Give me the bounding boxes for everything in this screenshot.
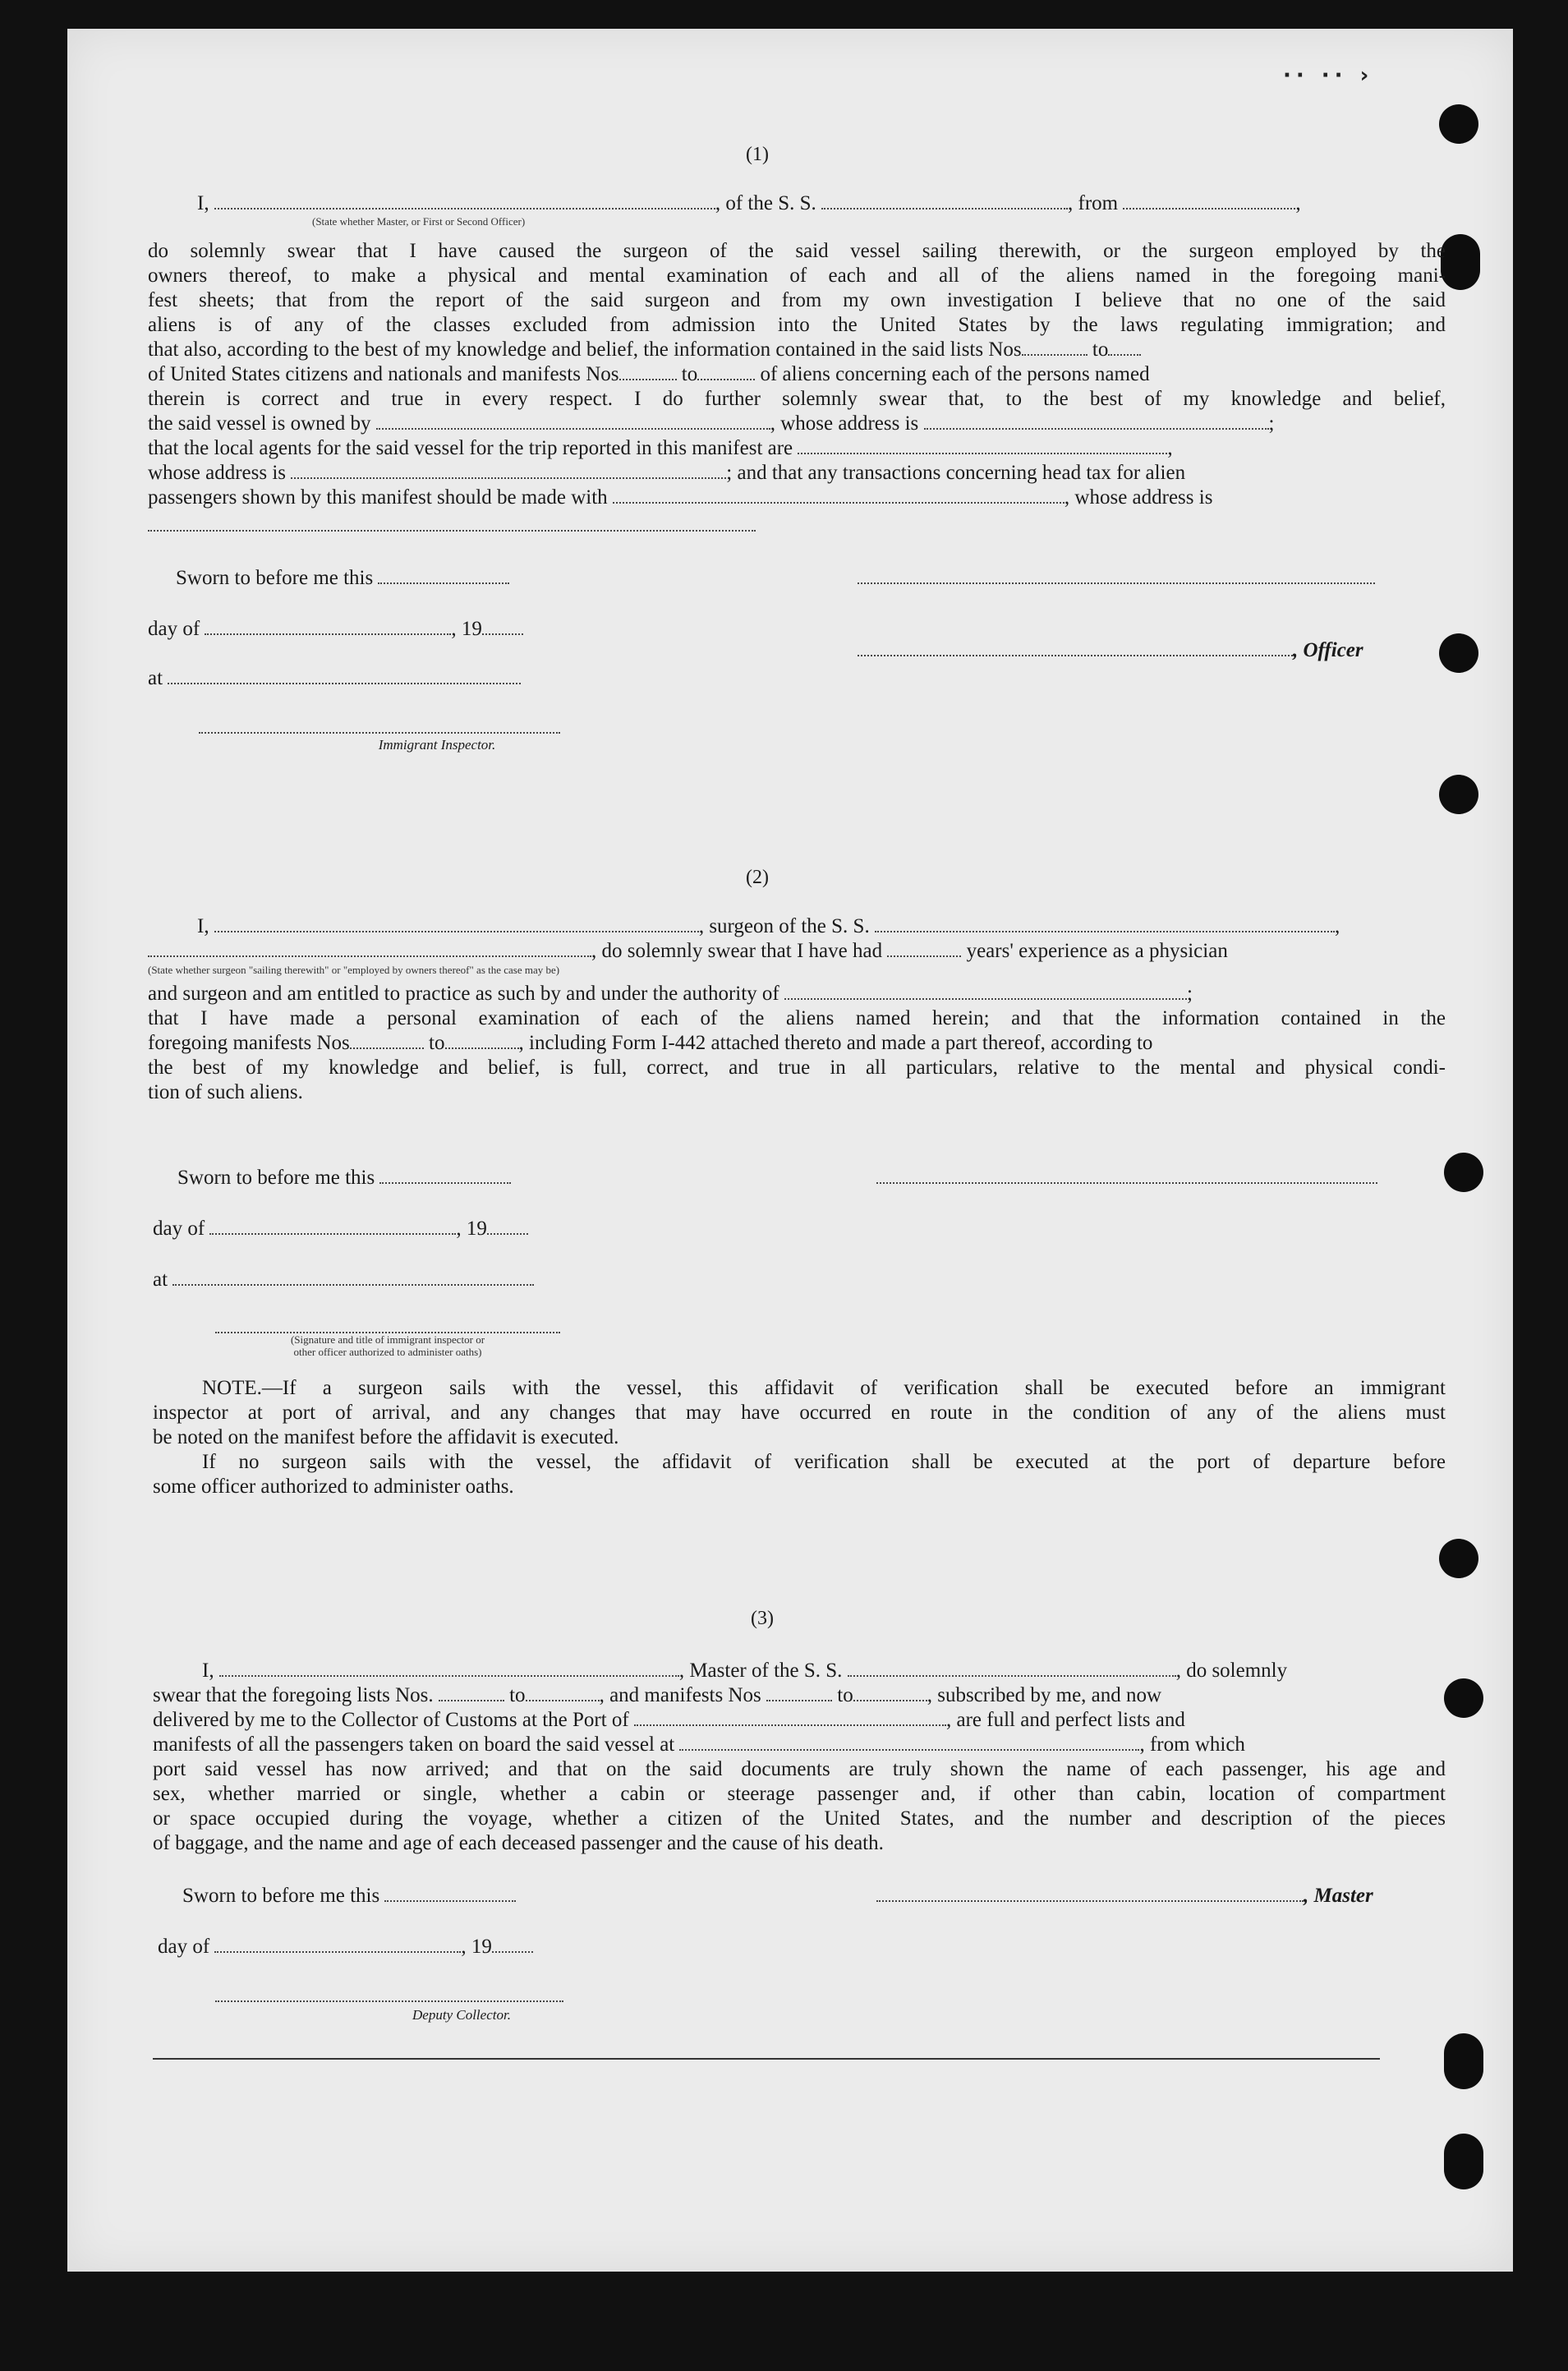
s2-note-line: inspector at port of arrival, and any changes that may have occurred en route in the condition of any of the aliens must <box>153 1402 1446 1424</box>
s2-inspector-caption-line-1: (Signature and title of immigrant inspector or <box>290 1333 485 1346</box>
manifest-page <box>67 29 1513 2272</box>
s1-line-7: of United States citizens and nationals and manifests Nos to of aliens concerning each of the persons named <box>148 363 1150 385</box>
s1-address-rule <box>148 530 756 532</box>
section-1-number: (1) <box>746 144 769 165</box>
s1-day: day of , 19 <box>148 617 523 642</box>
s2-signature-rule <box>876 1182 1377 1184</box>
s3-collector-rule <box>215 2000 563 2002</box>
s2-line-7: tion of such aliens. <box>148 1081 303 1103</box>
s2-line-3: and surgeon and am entitled to practice as such by and under the authority of ; <box>148 983 1193 1005</box>
s3-master: , Master <box>876 1884 1373 1908</box>
punch-hole-6 <box>1439 1539 1478 1578</box>
s3-line-2: swear that the foregoing lists Nos. to , and manifests Nos to , subscribed by me, and now <box>153 1684 1162 1706</box>
s3-line-1: I, , Master of the S. S. , do solemnly <box>202 1660 1288 1682</box>
corner-mark: ·· ·· › <box>1283 63 1374 88</box>
s2-note2-line: some officer authorized to administer oaths. <box>153 1476 514 1498</box>
s2-note2-line: If no surgeon sails with the vessel, the affidavit of verification shall be executed at the port of departure before <box>202 1451 1446 1473</box>
s1-at: at <box>148 666 521 691</box>
s2-note-line: NOTE.—If a surgeon sails with the vessel, this affidavit of verification shall be executed before an immigrant <box>202 1377 1446 1399</box>
punch-hole-8 <box>1444 2033 1483 2089</box>
s3-collector-caption: Deputy Collector. <box>412 2007 511 2023</box>
s2-note-line: be noted on the manifest before the affidavit is executed. <box>153 1426 619 1448</box>
s1-line-1: I, , of the S. S. , from , <box>197 192 1301 214</box>
s1-officer: , Officer <box>858 638 1363 663</box>
punch-hole-4 <box>1439 775 1478 814</box>
punch-hole-5 <box>1444 1153 1483 1192</box>
s3-body-line: or space occupied during the voyage, whether a citizen of the United States, and the number and description of the pieces <box>153 1807 1446 1830</box>
s1-line-12: passengers shown by this manifest should be made with , whose address is <box>148 486 1213 509</box>
s2-surgeon-note: (State whether surgeon "sailing therewith" or "employed by owners thereof" as the case may be) <box>148 964 560 976</box>
s1-signature-rule <box>858 582 1375 584</box>
section-3-number: (3) <box>751 1608 774 1629</box>
bottom-rule <box>153 2058 1380 2060</box>
s3-body-line: of baggage, and the name and age of each deceased passenger and the cause of his death. <box>153 1832 884 1854</box>
s3-body-line: port said vessel has now arrived; and that on the said documents are truly shown the name of each passenger, his age and <box>153 1758 1446 1780</box>
s1-line-8: therein is correct and true in every respect. I do further solemnly swear that, to the best of my knowledge and belief, <box>148 388 1446 410</box>
s3-line-3: delivered by me to the Collector of Customs at the Port of , are full and perfect lists and <box>153 1709 1185 1731</box>
s2-line-6: the best of my knowledge and belief, is full, correct, and true in all particulars, relative to the mental and physical condi- <box>148 1057 1446 1079</box>
s2-line-5: foregoing manifests Nos to , including Form I-442 attached thereto and made a part thereof, according to <box>148 1032 1153 1054</box>
s2-inspector-caption <box>215 1333 560 1358</box>
punch-hole-9 <box>1444 2134 1483 2189</box>
s2-line-4: that I have made a personal examination of each of the aliens named herein; and that the information contained in the <box>148 1007 1446 1029</box>
s1-line-9: the said vessel is owned by , whose address is ; <box>148 412 1275 435</box>
s2-inspector-caption-line-2: other officer authorized to administer oaths) <box>293 1346 482 1358</box>
s1-body-line: fest sheets; that from the report of the said surgeon and from my own investigation I believe that no one of the said <box>148 289 1446 311</box>
s1-body-line: aliens is of any of the classes excluded from admission into the United States by the laws regulating immigration; and <box>148 314 1446 336</box>
s1-sworn: Sworn to before me this <box>176 566 509 591</box>
s2-line-2: , do solemnly swear that I have had years' experience as a physician <box>148 939 1446 964</box>
s2-line-1: I, , surgeon of the S. S. , <box>197 915 1340 937</box>
s1-line-11: whose address is ; and that any transactions concerning head tax for alien <box>148 462 1186 484</box>
s3-line-4: manifests of all the passengers taken on board the said vessel at , from which <box>153 1733 1245 1756</box>
s3-body-line: sex, whether married or single, whether a cabin or steerage passenger and, if other than cabin, location of compartment <box>153 1783 1446 1805</box>
s2-day: day of , 19 <box>153 1217 528 1241</box>
section-2-number: (2) <box>746 867 769 888</box>
s1-inspector-caption: Immigrant Inspector. <box>378 737 496 753</box>
s1-line-6: that also, according to the best of my knowledge and belief, the information contained in the said lists Nos to <box>148 338 1446 362</box>
s1-inspector-rule <box>199 732 560 734</box>
s2-at: at <box>153 1268 534 1292</box>
s2-sworn: Sworn to before me this <box>177 1166 511 1190</box>
punch-hole-1 <box>1439 104 1478 144</box>
punch-hole-3 <box>1439 633 1478 673</box>
s1-line-10: that the local agents for the said vessel for the trip reported in this manifest are , <box>148 437 1173 459</box>
punch-hole-7 <box>1444 1678 1483 1718</box>
punch-hole-2 <box>1441 234 1480 290</box>
s1-officer-note: (State whether Master, or First or Second Officer) <box>312 215 526 228</box>
s1-body-line: owners thereof, to make a physical and mental examination of each and all of the aliens named in the foregoing mani- <box>148 265 1446 287</box>
s3-day: day of , 19 <box>158 1935 533 1959</box>
s3-sworn: Sworn to before me this <box>182 1884 516 1908</box>
s1-body-line: do solemnly swear that I have caused the surgeon of the said vessel sailing therewith, or the surgeon employed by the <box>148 240 1446 262</box>
